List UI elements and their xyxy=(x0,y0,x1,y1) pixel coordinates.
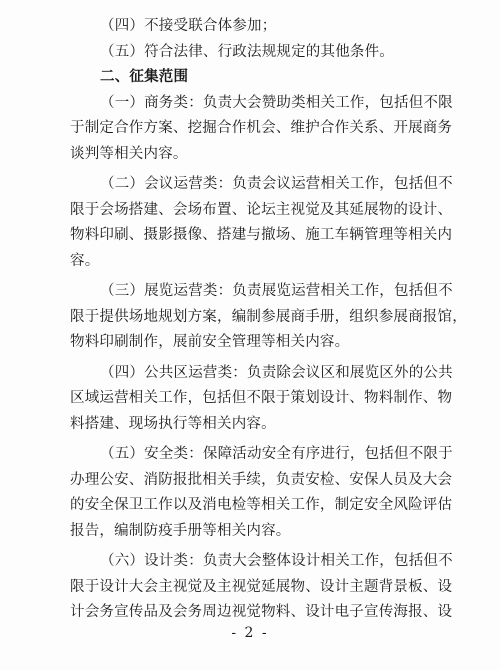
paragraph-line: （三）展览运营类：负责展览运营相关工作，包括但不 xyxy=(100,283,453,299)
paragraph-line: 计会务宣传品及会务周边视觉物料、设计电子宣传海报、设 xyxy=(70,604,453,620)
paragraph-line: （六）设计类：负责大会整体设计相关工作，包括但不 xyxy=(100,553,453,569)
paragraph-line: （二）会议运营类：负责会议运营相关工作，包括但不 xyxy=(100,176,453,192)
paragraph-line: 物料印刷、摄影摄像、搭建与撤场、施工车辆管理等相关内 xyxy=(70,227,453,243)
paragraph-line: （四）公共区运营类：负责除会议区和展览区外的公共 xyxy=(100,364,453,381)
paragraph-line: 于制定合作方案、挖掘合作机会、维护合作关系、开展商务 xyxy=(70,120,453,136)
paragraph-line: 限于设计大会主视觉及主视觉延展物、设计主题背景板、设 xyxy=(70,578,453,595)
paragraph-security xyxy=(70,442,453,544)
paragraph-line: 容。 xyxy=(70,252,100,269)
paragraph-line: （一）商务类：负责大会赞助类相关工作，包括但不限 xyxy=(100,94,453,111)
paragraph-line: 办理公安、消防报批相关手续，负责安检、安保人员及大会 xyxy=(70,471,453,488)
paragraph-line: 谈判等相关内容。 xyxy=(70,145,188,162)
paragraph-public-area-operations xyxy=(70,361,453,438)
condition-item-5: （五）符合法律、行政法规规定的其他条件。 xyxy=(100,43,394,60)
paragraph-line: 报告，编制防疫手册等相关内容。 xyxy=(70,522,291,539)
paragraph-line: 物料印刷制作，展前安全管理等相关内容。 xyxy=(70,334,350,350)
page-body xyxy=(70,14,467,626)
paragraph-exhibition-operations xyxy=(70,279,467,356)
condition-item-4: （四）不接受联合体参加； xyxy=(100,18,277,34)
paragraph-line: 料搭建、现场执行等相关内容。 xyxy=(70,415,276,432)
paragraph-line: （五）安全类：保障活动安全有序进行，包括但不限于 xyxy=(100,446,453,462)
page-number: - 2 - xyxy=(231,625,269,641)
paragraph-business xyxy=(70,91,453,168)
paragraph-line: 区域运营相关工作，包括但不限于策划设计、物料制作、物 xyxy=(70,390,453,406)
section-heading: 二、征集范围 xyxy=(100,69,189,85)
paragraph-design xyxy=(70,549,453,626)
paragraph-line: 限于会场搭建、会场布置、论坛主视觉及其延展物的设计、 xyxy=(70,201,453,218)
paragraph-line: 限于提供场地规划方案，编制参展商手册，组织参展商报馆， xyxy=(70,308,467,325)
paragraph-line: 的安全保卫工作以及消电检等相关工作，制定安全风险评估 xyxy=(70,497,453,513)
paragraph-conference-operations xyxy=(70,172,453,274)
